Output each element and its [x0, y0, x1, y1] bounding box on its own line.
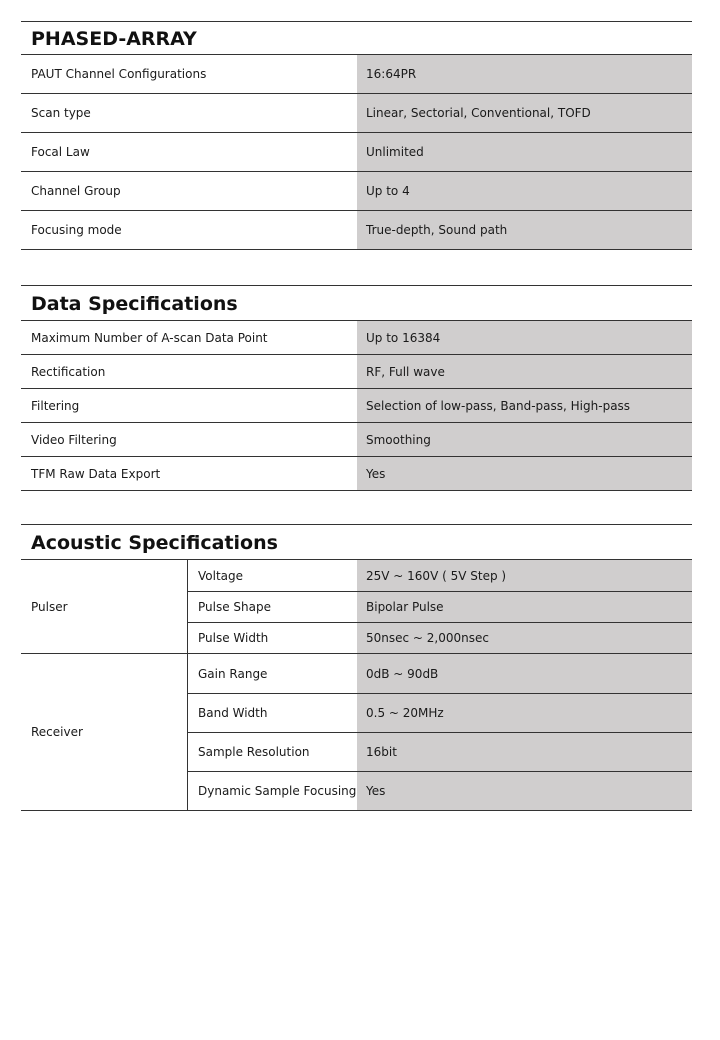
table-row	[188, 560, 692, 591]
table-row	[21, 133, 692, 172]
receiver-group	[21, 654, 692, 811]
table-row	[188, 622, 692, 653]
row-label: Channel Group	[31, 184, 121, 198]
table-row	[188, 732, 692, 771]
row-label: Sample Resolution	[198, 745, 310, 759]
row-label: Scan type	[31, 106, 91, 120]
row-label: Band Width	[198, 706, 268, 720]
row-value: 16:64PR	[357, 55, 692, 93]
table-row	[21, 389, 692, 423]
table-row	[188, 693, 692, 732]
table-row	[188, 771, 692, 810]
row-label: Pulse Width	[198, 631, 269, 645]
row-value: Yes	[357, 772, 692, 810]
row-value: 0dB ~ 90dB	[357, 654, 692, 693]
row-value: 0.5 ~ 20MHz	[357, 694, 692, 732]
row-label: Gain Range	[198, 666, 268, 681]
row-label: Video Filtering	[31, 432, 117, 447]
section-title-data-specifications: Data Specifications	[21, 285, 692, 321]
row-value: RF, Full wave	[357, 355, 692, 388]
table-row	[21, 457, 692, 491]
row-value: Bipolar Pulse	[357, 592, 692, 622]
section-title-phased-array: PHASED-ARRAY	[21, 21, 692, 55]
row-value: True-depth, Sound path	[357, 211, 692, 249]
row-label: Focusing mode	[31, 223, 122, 237]
row-label: Filtering	[31, 398, 80, 413]
acoustic-specifications-section	[21, 524, 692, 811]
row-value: Selection of low-pass, Band-pass, High-pass	[357, 389, 692, 422]
group-label-receiver: Receiver	[21, 654, 188, 810]
group-label-pulser: Pulser	[21, 560, 188, 653]
row-value: 50nsec ~ 2,000nsec	[357, 623, 692, 653]
table-row	[21, 423, 692, 457]
row-value: Unlimited	[357, 133, 692, 171]
row-value: Linear, Sectorial, Conventional, TOFD	[357, 94, 692, 132]
section-title-acoustic-specifications: Acoustic Specifications	[21, 524, 692, 560]
row-label: Pulse Shape	[198, 600, 271, 614]
row-label: Rectification	[31, 364, 106, 379]
table-row	[21, 211, 692, 250]
row-label: Maximum Number of A-scan Data Point	[31, 330, 268, 345]
row-label: Voltage	[198, 568, 244, 583]
row-value: Yes	[357, 457, 692, 490]
row-label: Focal Law	[31, 145, 90, 159]
table-row	[21, 94, 692, 133]
row-value: Up to 16384	[357, 321, 692, 354]
table-row	[21, 172, 692, 211]
row-value: 25V ~ 160V ( 5V Step )	[357, 560, 692, 591]
phased-array-section	[21, 21, 692, 250]
row-label: PAUT Channel Configurations	[31, 67, 207, 81]
row-label: TFM Raw Data Export	[31, 466, 161, 481]
row-value: Smoothing	[357, 423, 692, 456]
receiver-rows	[188, 654, 692, 810]
table-row	[21, 321, 692, 355]
row-value: Up to 4	[357, 172, 692, 210]
pulser-group	[21, 560, 692, 654]
data-specifications-section	[21, 285, 692, 491]
table-row	[188, 591, 692, 622]
table-row	[188, 654, 692, 693]
pulser-rows	[188, 560, 692, 653]
row-value: 16bit	[357, 733, 692, 771]
table-row	[21, 55, 692, 94]
row-label: Dynamic Sample Focusing	[198, 784, 357, 798]
table-row	[21, 355, 692, 389]
